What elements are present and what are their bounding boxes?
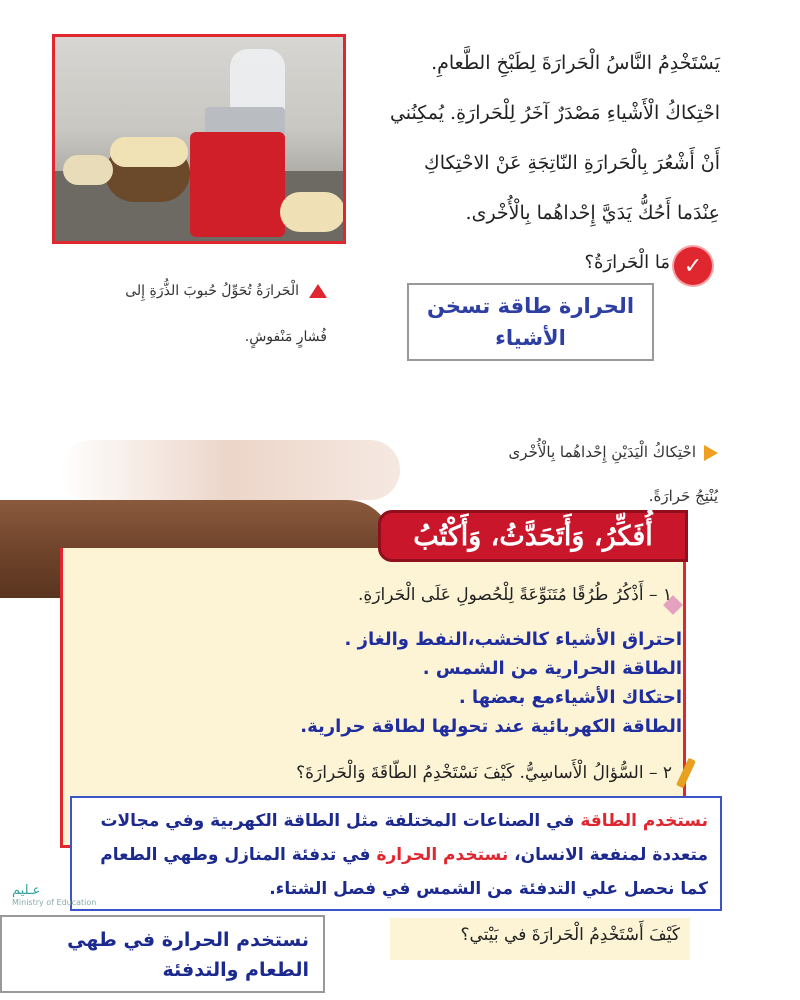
- intro-line: أَنْ أَشْعُرَ بِالْحَرارَةِ النّاتِجَةِ عَنْ الاحْتِكاكِ: [424, 152, 720, 174]
- check-question: مَا الْحَرارَةُ؟: [584, 252, 670, 273]
- hand-caption-line: يُنْتِجُ حَرارَةً.: [648, 487, 718, 505]
- answer-item: الطاقة الحرارية من الشمس .: [422, 658, 682, 679]
- question-2-answer: [70, 796, 722, 911]
- hand-caption-line: احْتِكاكُ الْيَدَيْنِ إِحْداهُما بِالْأُخْرى: [508, 443, 696, 461]
- intro-paragraph: [340, 38, 720, 238]
- answer-item: احتكاك الأشياءمع بعضها .: [458, 687, 682, 708]
- ministry-logo: [12, 883, 96, 907]
- answer-item: الطاقة الكهربائية عند تحولها لطاقة حرارية.: [300, 716, 682, 737]
- intro-line: احْتِكاكُ الْأَشْياءِ مَصْدَرٌ آخَرُ لِلْحَرارَةِ. يُمكِنُني: [389, 102, 720, 124]
- answer-item: احتراق الأشياء كالخشب،النفط والغاز .: [344, 629, 682, 650]
- answer-highlight: نستخدم الحرارة: [376, 845, 509, 865]
- hand-caption: [388, 430, 718, 518]
- question-1-answers: [252, 625, 682, 741]
- popcorn-machine-photo: [52, 34, 346, 244]
- photo-caption-line: فُشارٍ مَنْفوشٍ.: [244, 329, 327, 345]
- question-2: ٢ – السُّؤالُ الْأَساسِيُّ. كَيْفَ نَسْتَخْدِمُ الطّاقَةَ وَالْحَرارَةَ؟: [296, 763, 672, 783]
- check-answer: الحرارة طاقة تسخن الأشياء: [407, 283, 654, 361]
- check-icon: ✓: [674, 247, 712, 285]
- question-3: كَيْفَ أَسْتَخْدِمُ الْحَرارَةَ في بَيْتي؟: [460, 925, 680, 945]
- question-1: ١ – أَذْكُرُ طُرُقًا مُتَنَوِّعَةً لِلْحُصولِ عَلَى الْحَرارَةِ.: [358, 585, 672, 605]
- logo-subtext: Ministry of Education: [12, 898, 97, 907]
- arrow-bullet-icon: [704, 445, 718, 461]
- photo-caption: [42, 268, 327, 360]
- intro-line: عِنْدَما أَحُكُّ يَدَيَّ إِحْداهُما بِالْأُخْرى.: [465, 202, 720, 224]
- hand-motion-blur: [60, 440, 400, 500]
- question-3-answer: نستخدم الحرارة في طهي الطعام والتدفئة: [0, 915, 325, 993]
- triangle-bullet-icon: [309, 284, 327, 298]
- think-box-banner: أُفَكِّرُ، وَأَتَحَدَّثُ، وَأَكْتُبُ: [378, 510, 688, 562]
- photo-caption-line: الْحَرارَةُ تُحَوِّلُ حُبوبَ الذُّرَةِ إِلى: [125, 283, 299, 299]
- answer-highlight: نستخدم الطاقة: [580, 811, 708, 831]
- answer-text: في الصناعات المختلفة مثل الطاقة الكهربية وفي مجالات متعددة لمنفعة الانسان،: [100, 811, 708, 865]
- intro-line: يَسْتَخْدِمُ النَّاسُ الْحَرارَةَ لِطَبْخِ الطَّعامِ.: [431, 52, 720, 74]
- answer-text: في تدفئة المنازل وطهي الطعام كما نحصل علي التدفئة من الشمس في فصل الشتاء.: [100, 845, 708, 899]
- logo-text: عـليم: [12, 883, 41, 898]
